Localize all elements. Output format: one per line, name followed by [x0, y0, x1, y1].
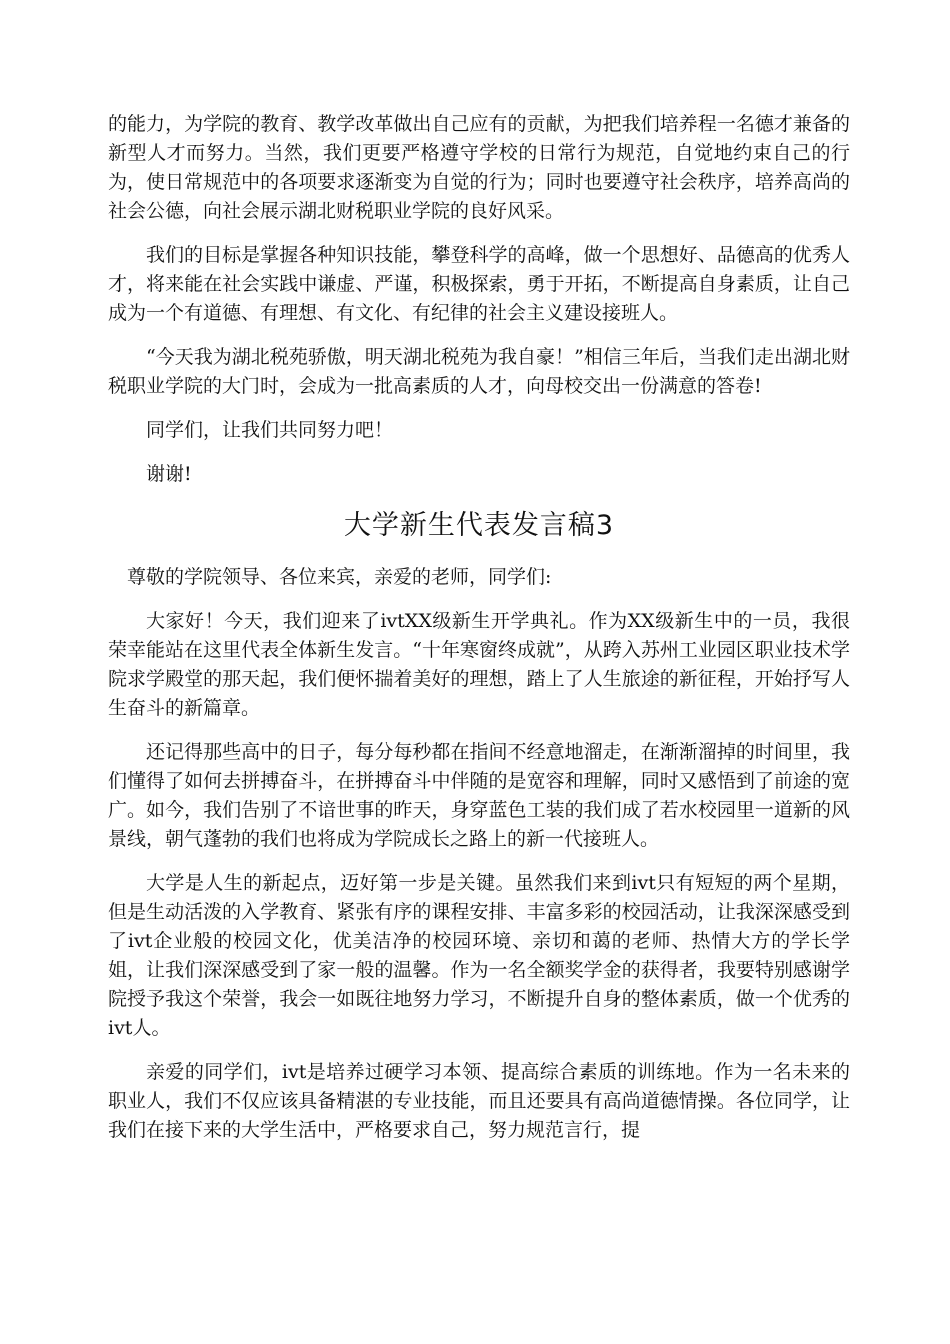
paragraph-encourage: 同学们，让我们共同努力吧！	[146, 419, 394, 441]
paragraph-goals: 我们的目标是掌握各种知识技能，攀登科学的高峰，做一个思想好、品德高的优秀人才，将来能在社会实践中谦虚、严谨，积极探索，勇于开拓，不断提高自身素质，让自己成为一个有道德、有理想、有文化、有纪律的社会主义建设接班人。	[108, 244, 850, 324]
document-page	[108, 110, 850, 1160]
paragraph-memories: 还记得那些高中的日子，每分每秒都在指间不经意地溜走，在渐渐溜掉的时间里，我们懂得了如何去拼搏奋斗，在拼搏奋斗中伴随的是宽容和理解，同时又感悟到了前途的宽广。如今，我们告别了不谙世事的昨天，身穿蓝色工装的我们成了若水校园里一道新的风景线，朝气蓬勃的我们也将成为学院成长之路上的新一代接班人。	[108, 741, 850, 850]
paragraph-new-start: 大学是人生的新起点，迈好第一步是关键。虽然我们来到ivt只有短短的两个星期，但是生动活泼的入学教育、紧张有序的课程安排、丰富多彩的校园活动，让我深深感受到了ivt企业般的校园文化，优美洁净的校园环境、亲切和蔼的老师、热情大方的学长学姐，让我们深深感受到了家一般的温馨。作为一名全额奖学金的获得者，我要特别感谢学院授予我这个荣誉，我会一如既往地努力学习，不断提升自身的整体素质，做一个优秀的ivt人。	[108, 872, 850, 1039]
paragraph-pride: “今天我为湖北税苑骄傲，明天湖北税苑为我自豪！”相信三年后，当我们走出湖北财税职业学院的大门时，会成为一批高素质的人才，向母校交出一份满意的答卷!	[108, 346, 850, 397]
paragraph-continuation: 的能力，为学院的教育、教学改革做出自己应有的贡献，为把我们培养程一名德才兼备的新型人才而努力。当然，我们更要严格遵守学校的日常行为规范，自觉地约束自己的行为，使日常规范中的各项要求逐渐变为自觉的行为；同时也要遵守社会秩序，培养高尚的社会公德，向社会展示湖北财税职业学院的良好风采。	[108, 113, 850, 222]
paragraph-thanks: 谢谢!	[146, 463, 192, 485]
paragraph-training: 亲爱的同学们，ivt是培养过硬学习本领、提高综合素质的训练地。作为一名未来的职业人，我们不仅应该具备精湛的专业技能，而且还要具有高尚道德情操。各位同学，让我们在接下来的大学生活中，严格要求自己，努力规范言行，提	[108, 1061, 850, 1141]
section-title: 大学新生代表发言稿3	[343, 510, 615, 541]
salutation: 尊敬的学院领导、各位来宾，亲爱的老师，同学们:	[127, 566, 552, 588]
paragraph-greeting: 大家好！今天，我们迎来了ivtXX级新生开学典礼。作为XX级新生中的一员，我很荣幸能站在这里代表全体新生发言。“十年寒窗终成就”，从跨入苏州工业园区职业技术学院求学殿堂的那天起，我们便怀揣着美好的理想，踏上了人生旅途的新征程，开始抒写人生奋斗的新篇章。	[108, 610, 850, 719]
